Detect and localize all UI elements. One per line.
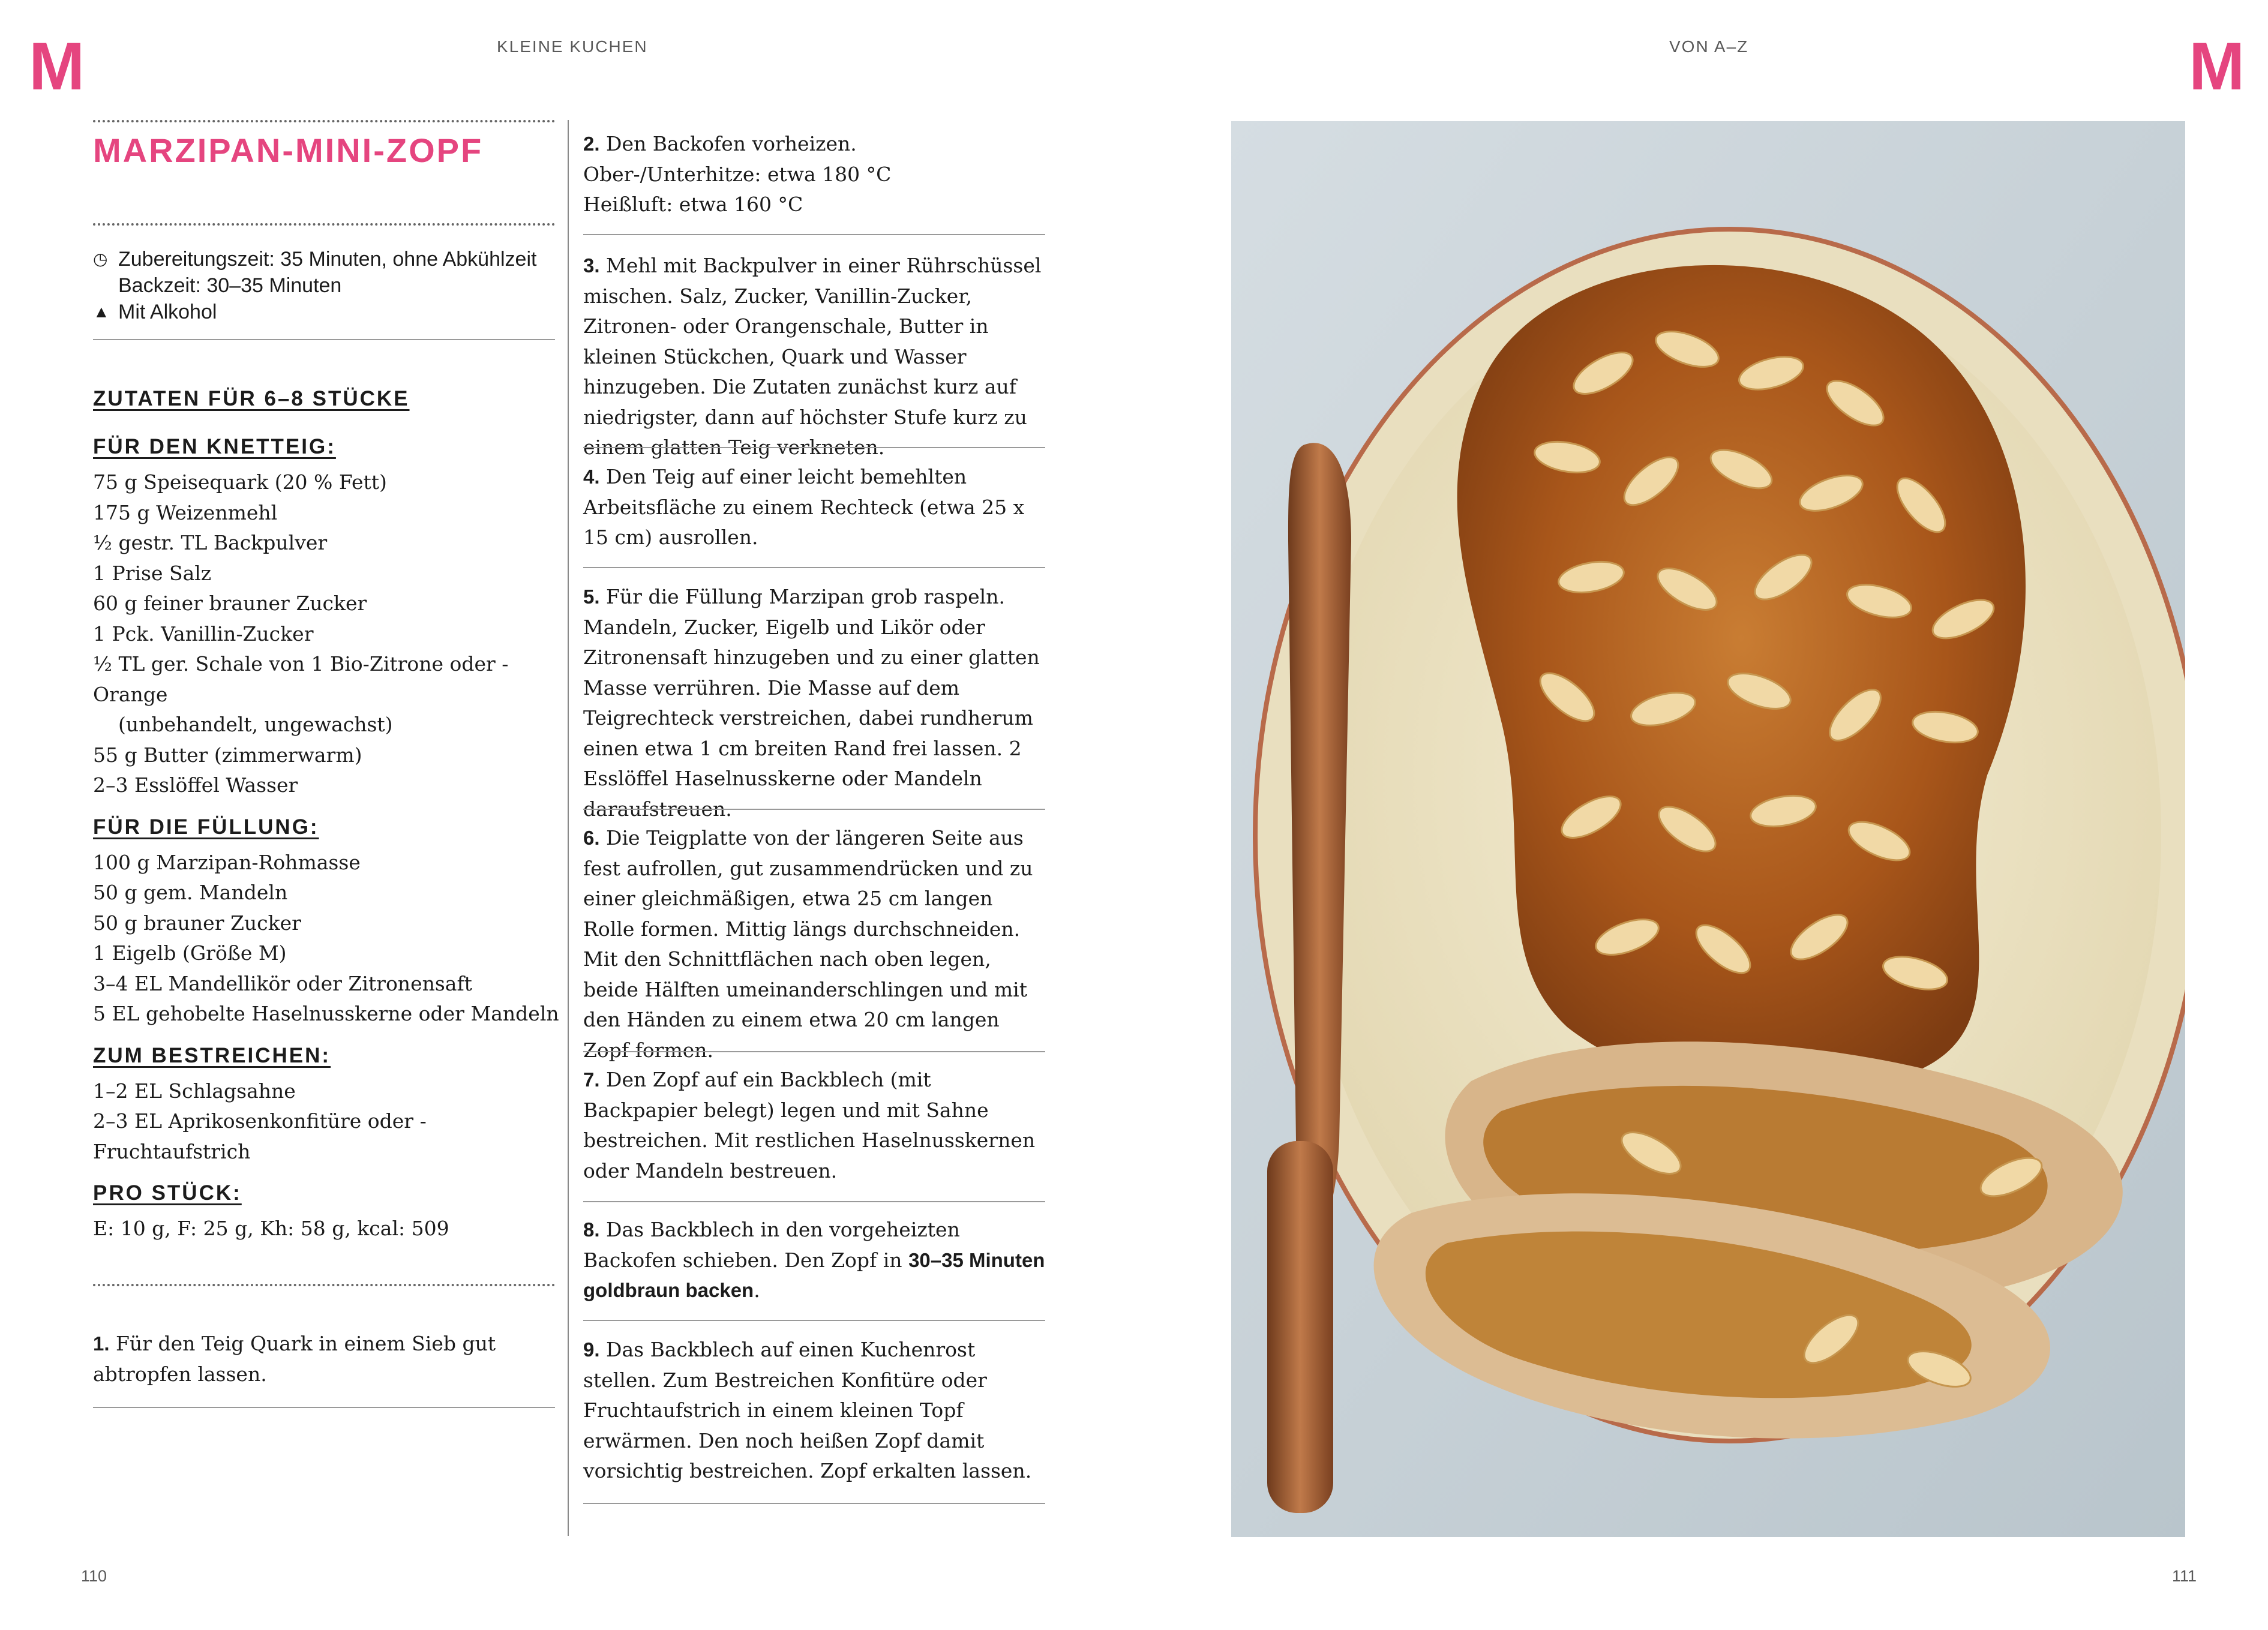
- recipe-title: MARZIPAN-MINI-ZOPF: [93, 131, 484, 169]
- step-3: [583, 251, 1045, 463]
- clock-icon: ◷: [93, 250, 108, 268]
- page-number-left: 110: [81, 1567, 107, 1585]
- knetteig-list: [93, 467, 567, 801]
- ingredient-item: 2–3 EL Aprikosenkonfitüre oder -Fruchtaufstrich: [93, 1109, 427, 1163]
- ingredient-item: ½ TL ger. Schale von 1 Bio-Zitrone oder -Orange: [93, 652, 509, 706]
- rule-after-step-5: [583, 809, 1045, 810]
- rule-after-step-7: [583, 1201, 1045, 1202]
- bestreichen-list: [93, 1076, 567, 1167]
- ingredients: [93, 387, 567, 1244]
- dotted-rule-bottom: [93, 1284, 555, 1286]
- step-text: Den Backofen vorheizen.: [606, 132, 857, 155]
- bestreichen-heading: ZUM BESTREICHEN:: [93, 1043, 331, 1067]
- chapter-letter-left: M: [29, 29, 85, 104]
- step-text: Die Teigplatte von der längeren Seite aus fest aufrollen, gut zusammendrücken und zu einer gleichmäßigen, etwa 25 cm langen Rolle formen. Mittig längs durchschneiden. Mit den Schnittflächen nach oben legen, beide Hälften umeinanderschlingen und mit den Händen zu einem etwa 20 cm langen Zopf formen.: [583, 826, 1033, 1062]
- ingredient-item: ½ gestr. TL Backpulver: [93, 531, 328, 554]
- ingredient-item: 100 g Marzipan-Rohmasse: [93, 850, 361, 874]
- ingredient-item: 75 g Speisequark (20 % Fett): [93, 470, 387, 494]
- step-6: [583, 823, 1045, 1065]
- rule-after-step-9: [583, 1503, 1045, 1504]
- ingredient-item: 1 Pck. Vanillin-Zucker: [93, 622, 314, 646]
- alcohol-triangle-icon: ▲: [93, 302, 110, 321]
- ingredient-item: 1 Eigelb (Größe M): [93, 941, 287, 965]
- step-text: Für die Füllung Marzipan grob raspeln. Mandeln, Zucker, Eigelb und Likör oder Zitronensaft hinzugeben und zu einer glatten Masse verrühren. Die Masse auf dem Teigrechteck verstreichen, dabei rundherum einen etwa 1 cm breiten Rand frei lassen. 2 Esslöffel Haselnusskerne oder Mandeln daraufstreuen.: [583, 585, 1040, 821]
- page-number-right: 111: [2172, 1567, 2197, 1585]
- step-text: Heißluft: etwa 160 °C: [583, 193, 803, 216]
- prep-time: Zubereitungszeit: 35 Minuten, ohne Abkühlzeit: [118, 248, 537, 271]
- step-8: [583, 1215, 1045, 1306]
- step-text-bold: 30–35 Minuten goldbraun backen: [583, 1248, 1045, 1301]
- chapter-letter-right: M: [2189, 29, 2245, 104]
- ingredients-heading: ZUTATEN FÜR 6–8 STÜCKE: [93, 387, 410, 410]
- knetteig-section: [93, 435, 567, 801]
- column-separator: [568, 120, 569, 1536]
- running-head-left: KLEINE KUCHEN: [497, 37, 648, 56]
- dotted-rule-top: [93, 120, 555, 122]
- step-text: .: [754, 1278, 760, 1302]
- running-head-right: VON A–Z: [1669, 37, 1749, 56]
- ingredient-item-continued: (unbehandelt, ungewachst): [118, 713, 393, 736]
- bake-time: Backzeit: 30–35 Minuten: [118, 274, 342, 297]
- step-text: Den Teig auf einer leicht bemehlten Arbeitsfläche zu einem Rechteck (etwa 25 x 15 cm) ausrollen.: [583, 465, 1025, 549]
- ingredient-item: 3–4 EL Mandellikör oder Zitronensaft: [93, 971, 472, 995]
- ingredient-item: 2–3 Esslöffel Wasser: [93, 773, 298, 797]
- step-number: 5.: [583, 586, 600, 608]
- rule-after-step-4: [583, 567, 1045, 568]
- ingredient-item: 50 g gem. Mandeln: [93, 881, 288, 904]
- nutrition-section: [93, 1181, 567, 1244]
- rule-after-step-2: [583, 234, 1045, 235]
- step-text: Das Backblech in den vorgeheizten Backofen schieben. Den Zopf in: [583, 1218, 960, 1272]
- rule-after-step-8: [583, 1320, 1045, 1321]
- step-number: 9.: [583, 1338, 600, 1361]
- ingredient-item: 50 g brauner Zucker: [93, 911, 301, 935]
- step-5: [583, 582, 1045, 824]
- step-number: 1.: [93, 1332, 110, 1355]
- ingredient-item: 5 EL gehobelte Haselnusskerne oder Mandeln: [93, 1002, 559, 1025]
- rule-after-step-1: [93, 1407, 555, 1408]
- ingredient-item: 1 Prise Salz: [93, 561, 212, 585]
- dotted-rule-title: [93, 223, 555, 226]
- ingredient-item: 1–2 EL Schlagsahne: [93, 1079, 296, 1103]
- step-number: 2.: [583, 133, 600, 155]
- alcohol-note: Mit Alkohol: [118, 301, 217, 323]
- step-2: [583, 129, 1045, 220]
- recipe-photo: [1231, 121, 2185, 1537]
- bestreichen-section: [93, 1044, 567, 1167]
- fuellung-list: [93, 848, 567, 1029]
- alcohol-row: [93, 299, 536, 325]
- marzipan-braid-photo: [1231, 121, 2185, 1537]
- step-text: Ober-/Unterhitze: etwa 180 °C: [583, 162, 892, 186]
- fuellung-section: [93, 815, 567, 1029]
- knetteig-heading: FÜR DEN KNETTEIG:: [93, 435, 336, 458]
- step-text: Für den Teig Quark in einem Sieb gut abtropfen lassen.: [93, 1332, 496, 1386]
- prep-time-row: [93, 246, 536, 299]
- step-number: 8.: [583, 1218, 600, 1241]
- step-9: [583, 1335, 1045, 1487]
- step-number: 7.: [583, 1068, 600, 1091]
- ingredient-item: 175 g Weizenmehl: [93, 500, 278, 524]
- step-number: 6.: [583, 827, 600, 849]
- step-number: 4.: [583, 466, 600, 488]
- step-text: Das Backblech auf einen Kuchenrost stellen. Zum Bestreichen Konfitüre oder Fruchtaufstrich in einem kleinen Topf erwärmen. Den noch heißen Zopf damit vorsichtig bestreichen. Zopf erkalten lassen.: [583, 1338, 1032, 1482]
- pro-stueck-heading: PRO STÜCK:: [93, 1181, 242, 1205]
- fuellung-heading: FÜR DIE FÜLLUNG:: [93, 815, 319, 839]
- step-text: Den Zopf auf ein Backblech (mit Backpapier belegt) legen und mit Sahne bestreichen. Mit restlichen Haselnusskernen oder Mandeln bestreuen.: [583, 1068, 1036, 1182]
- ingredient-item: 55 g Butter (zimmerwarm): [93, 743, 362, 767]
- rule-after-step-3: [583, 447, 1045, 448]
- step-text: Mehl mit Backpulver in einer Rührschüssel mischen. Salz, Zucker, Vanillin-Zucker, Zitronen- oder Orangenschale, Butter in kleinen Stückchen, Quark und Wasser hinzugeben. Die Zutaten zunächst kurz auf niedrigster, dann auf höchster Stufe kurz zu einem glatten Teig verkneten.: [583, 254, 1042, 459]
- recipe-meta: [93, 246, 536, 325]
- step-number: 3.: [583, 254, 600, 277]
- step-1: [93, 1329, 555, 1389]
- rule-after-meta: [93, 339, 555, 340]
- step-4: [583, 462, 1045, 553]
- ingredient-item: 60 g feiner brauner Zucker: [93, 592, 367, 615]
- nutrition-values: E: 10 g, F: 25 g, Kh: 58 g, kcal: 509: [93, 1217, 449, 1240]
- step-7: [583, 1065, 1045, 1186]
- rule-after-step-6: [583, 1051, 1045, 1052]
